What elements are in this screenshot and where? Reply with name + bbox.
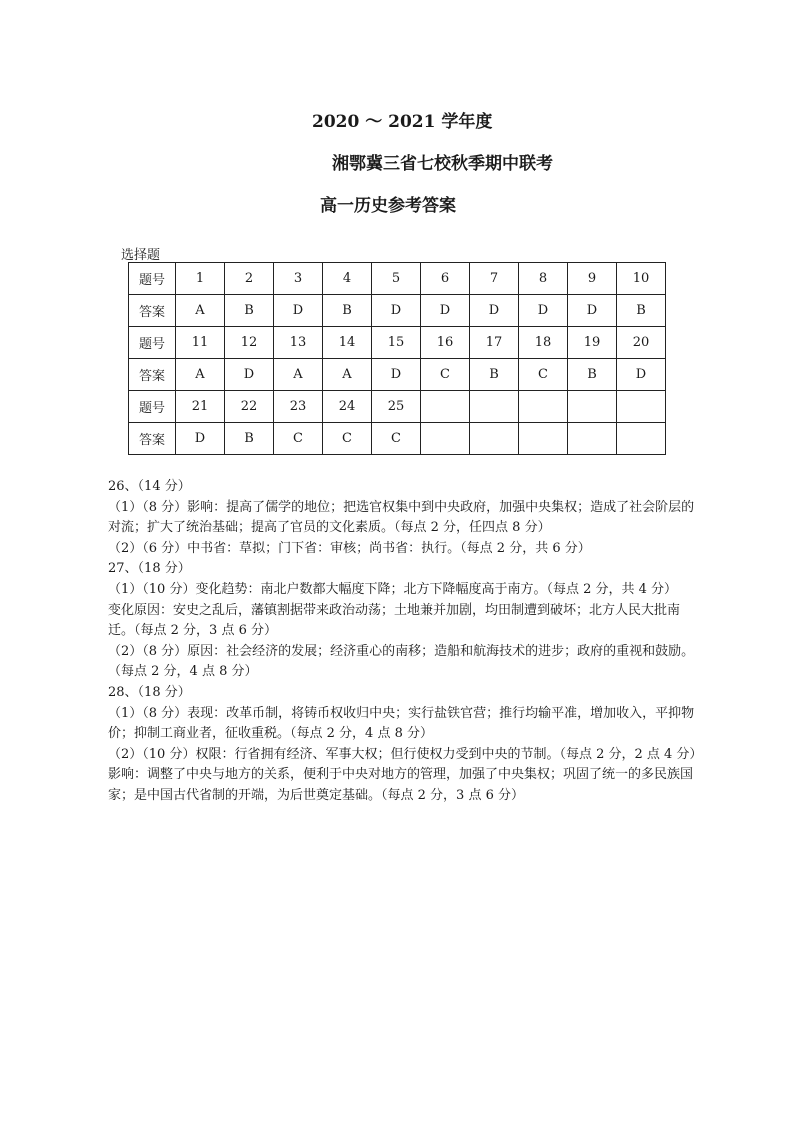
table-cell: [568, 423, 617, 455]
table-cell: [470, 391, 519, 423]
table-cell: [617, 423, 666, 455]
question-28-heading: 28、（18 分）: [108, 684, 191, 700]
table-cell: 19: [568, 327, 617, 359]
table-cell: 13: [274, 327, 323, 359]
question-26-part-1: （1）（8 分）影响：提高了儒学的地位；把选官权集中到中央政府，加强中央集权；造成了社会阶层的对流；扩大了统治基础；提高了官员的文化素质。（每点 2 分，任四点 8 分）: [108, 499, 695, 536]
table-row: [129, 263, 666, 295]
table-row: [129, 359, 666, 391]
table-cell: 5: [372, 263, 421, 295]
question-26-heading: 26、（14 分）: [108, 479, 191, 494]
table-cell: D: [470, 295, 519, 327]
table-cell: C: [372, 423, 421, 455]
table-cell: B: [470, 359, 519, 391]
table-cell: [421, 423, 470, 455]
answer-table: [128, 262, 666, 455]
table-cell: 17: [470, 327, 519, 359]
table-cell: A: [176, 295, 225, 327]
title-subject: 高一历史参考答案: [320, 196, 456, 216]
table-row: [129, 423, 666, 455]
table-cell: C: [519, 359, 568, 391]
question-27-part-2: （2）（8 分）原因：社会经济的发展；经济重心的南移；造船和航海技术的进步；政府的重视和鼓励。（每点 2 分，4 点 8 分）: [108, 643, 695, 680]
table-cell: 20: [617, 327, 666, 359]
row-header: 答案: [129, 359, 176, 391]
table-cell: 9: [568, 263, 617, 295]
table-cell: D: [274, 295, 323, 327]
table-row: [129, 295, 666, 327]
table-cell: D: [617, 359, 666, 391]
table-cell: [617, 391, 666, 423]
table-cell: 1: [176, 263, 225, 295]
table-cell: B: [568, 359, 617, 391]
table-cell: A: [323, 359, 372, 391]
table-cell: D: [176, 423, 225, 455]
table-cell: D: [372, 359, 421, 391]
table-cell: B: [225, 423, 274, 455]
question-28-part-2: （2）（10 分）权限：行省拥有经济、军事大权；但行使权力受到中央的节制。（每点 2 分，2 点 4 分）: [108, 746, 703, 762]
table-row: [129, 391, 666, 423]
row-header: 答案: [129, 423, 176, 455]
table-cell: D: [225, 359, 274, 391]
table-cell: C: [421, 359, 470, 391]
table-cell: 11: [176, 327, 225, 359]
question-27-heading: 27、（18 分）: [108, 561, 191, 577]
table-cell: A: [176, 359, 225, 391]
question-28-part-1: （1）（8 分）表现：改革币制，将铸币权收归中央；实行盐铁官营；推行均输平准，增加收入，平抑物价；抑制工商业者，征收重税。（每点 2 分，4 点 8 分）: [108, 705, 695, 742]
table-cell: D: [568, 295, 617, 327]
table-cell: 24: [323, 391, 372, 423]
table-cell: 8: [519, 263, 568, 295]
table-cell: B: [617, 295, 666, 327]
table-cell: 18: [519, 327, 568, 359]
table-cell: B: [225, 295, 274, 327]
table-cell: [519, 391, 568, 423]
row-header: 题号: [129, 327, 176, 359]
table-cell: 21: [176, 391, 225, 423]
table-cell: [519, 423, 568, 455]
table-cell: 14: [323, 327, 372, 359]
table-cell: 12: [225, 327, 274, 359]
row-header: 答案: [129, 295, 176, 327]
title-exam: 湘鄂冀三省七校秋季期中联考: [332, 154, 553, 174]
table-cell: D: [421, 295, 470, 327]
row-header: 题号: [129, 263, 176, 295]
table-cell: 4: [323, 263, 372, 295]
question-28-impact: 影响：调整了中央与地方的关系，便利于中央对地方的管理，加强了中央集权；巩固了统一的多民族国家；是中国古代省制的开端，为后世奠定基础。（每点 2 分，3 点 6 分）: [108, 767, 694, 803]
table-row: [129, 327, 666, 359]
table-cell: 10: [617, 263, 666, 295]
table-cell: C: [323, 423, 372, 455]
question-26-part-2: （2）（6 分）中书省：草拟；门下省：审核；尚书省：执行。（每点 2 分，共 6 分）: [108, 540, 591, 556]
table-cell: 22: [225, 391, 274, 423]
table-cell: 15: [372, 327, 421, 359]
table-cell: 2: [225, 263, 274, 295]
table-cell: A: [274, 359, 323, 391]
table-cell: D: [372, 295, 421, 327]
table-cell: 6: [421, 263, 470, 295]
table-cell: B: [323, 295, 372, 327]
row-header: 题号: [129, 391, 176, 423]
table-cell: [421, 391, 470, 423]
question-27-part-1-trend: （1）（10 分）变化趋势：南北户数都大幅度下降；北方下降幅度高于南方。（每点 2 分，共 4 分）: [108, 581, 678, 597]
table-cell: 7: [470, 263, 519, 295]
table-caption: 选择题: [121, 248, 161, 263]
table-cell: [470, 423, 519, 455]
answer-explanations: [108, 477, 703, 807]
table-cell: D: [519, 295, 568, 327]
table-cell: 25: [372, 391, 421, 423]
table-cell: 16: [421, 327, 470, 359]
title-year: 2020 ～ 2021 学年度: [312, 112, 493, 132]
question-27-part-1-reason: 变化原因：安史之乱后，藩镇割据带来政治动荡；土地兼并加剧，均田制遭到破坏；北方人民大批南迁。（每点 2 分，3 点 6 分）: [108, 602, 681, 639]
table-cell: C: [274, 423, 323, 455]
table-cell: 23: [274, 391, 323, 423]
table-cell: [568, 391, 617, 423]
table-cell: 3: [274, 263, 323, 295]
